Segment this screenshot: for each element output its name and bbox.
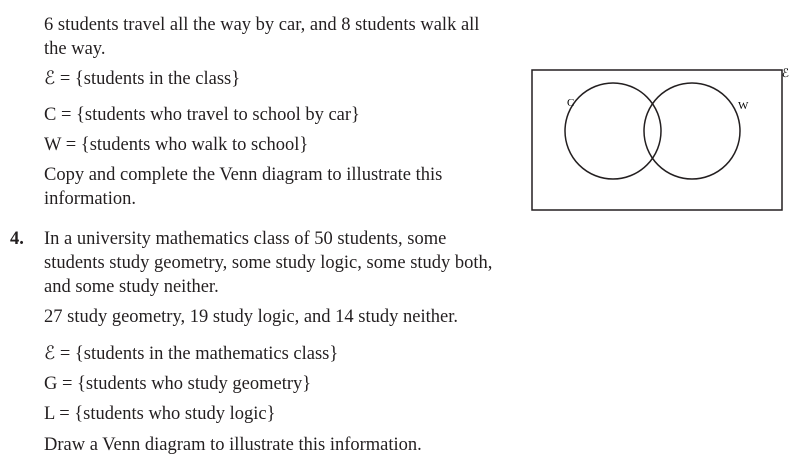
universal-set-label: ℰ xyxy=(781,68,789,80)
set-w-label: W xyxy=(738,100,749,112)
set-c-circle xyxy=(565,83,661,179)
set-logic: L = {students who study logic} xyxy=(44,404,276,424)
set-car: C = {students who travel to school by car} xyxy=(44,105,360,125)
question-4-line-2: students study geometry, some study logic, some study both, xyxy=(44,253,493,273)
set-universal-q4: ℰ = {students in the mathematics class} xyxy=(44,344,339,364)
question-4-facts: 27 study geometry, 19 study logic, and 14 study neither. xyxy=(44,307,458,327)
venn-diagram xyxy=(530,68,790,212)
set-geometry: G = {students who study geometry} xyxy=(44,374,312,394)
intro-line-1: 6 students travel all the way by car, and 8 students walk all xyxy=(44,15,480,35)
instruction-q3-line-1: Copy and complete the Venn diagram to illustrate this xyxy=(44,165,443,185)
set-walk: W = {students who walk to school} xyxy=(44,135,309,155)
question-4-line-3: and some study neither. xyxy=(44,277,219,297)
intro-line-2: the way. xyxy=(44,39,106,59)
universal-set-rectangle xyxy=(532,70,782,210)
question-4-instruction: Draw a Venn diagram to illustrate this information. xyxy=(44,435,422,455)
instruction-q3-line-2: information. xyxy=(44,189,136,209)
question-4-line-1: In a university mathematics class of 50 students, some xyxy=(44,229,447,249)
question-4-number: 4. xyxy=(10,229,24,249)
set-universal-q3: ℰ = {students in the class} xyxy=(44,69,241,89)
set-w-circle xyxy=(644,83,740,179)
set-c-label: C xyxy=(567,97,575,109)
